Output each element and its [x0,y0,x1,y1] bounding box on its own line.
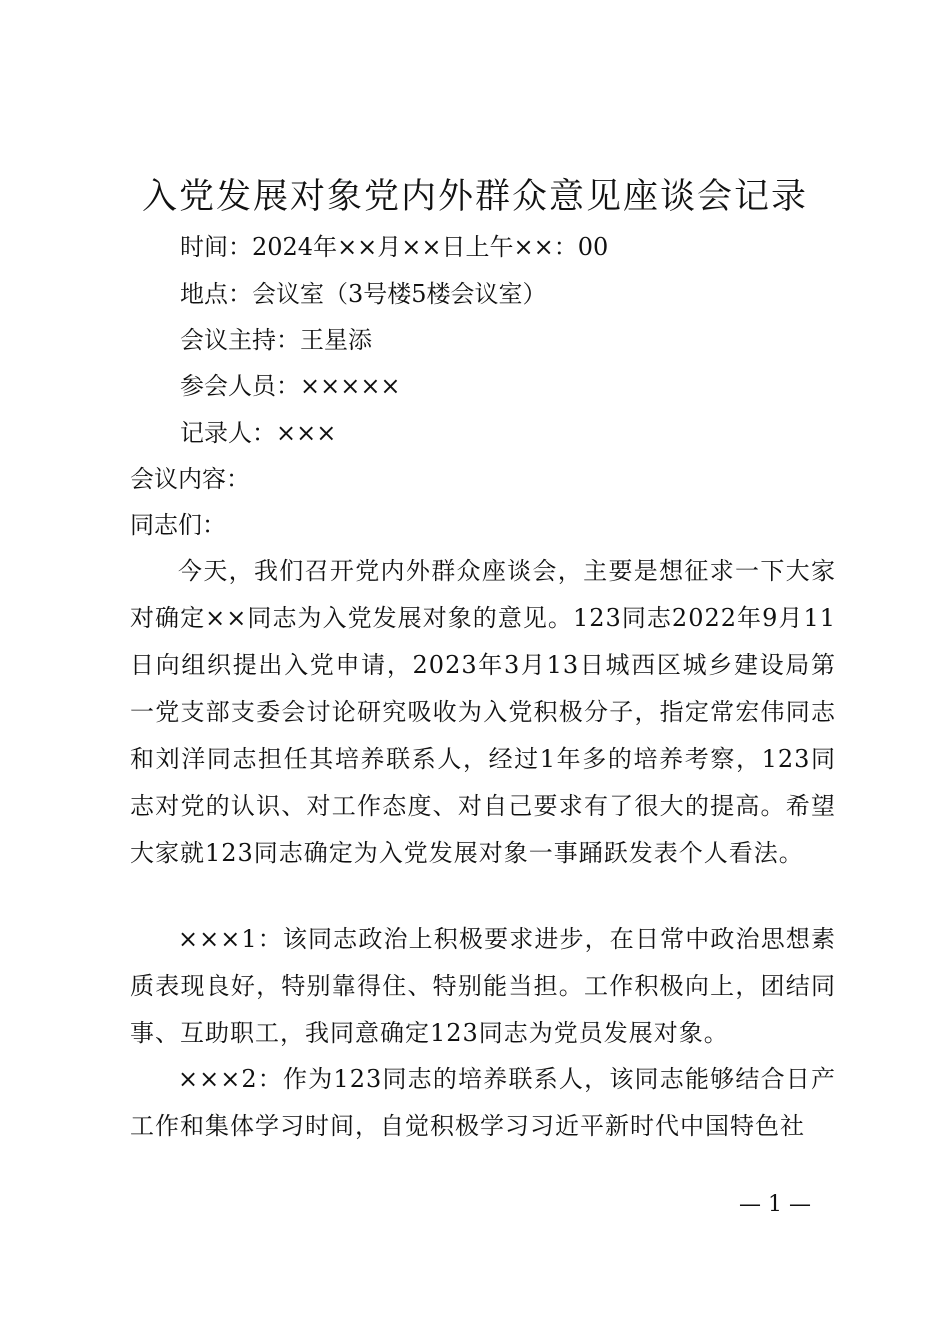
paragraph-speaker-1: ×××1：该同志政治上积极要求进步，在日常中政治思想素质表现良好，特别靠得住、特别能当担。工作积极向上，团结同事、互助职工，我同意确定123同志为党员发展对象。 [130,925,836,1047]
meeting-time: 时间：2024年××月××日上午××：00 [180,233,609,261]
paragraph-speaker-2: ×××2：作为123同志的培养联系人，该同志能够结合日产工作和集体学习时间，自觉积极学习习近平新时代中国特色社 [130,1065,836,1140]
document-title: 入党发展对象党内外群众意见座谈会记录 [141,177,808,217]
meeting-location: 地点：会议室（3号楼5楼会议室） [180,280,547,308]
salutation: 同志们： [130,511,226,539]
paragraph-opening: 今天，我们召开党内外群众座谈会，主要是想征求一下大家对确定××同志为入党发展对象的意见。123同志2022年9月11日向组织提出入党申请，2023年3月13日城西区城乡建设局第一党支部支委会讨论研究吸收为入党积极分子，指定常宏伟同志和刘洋同志担任其培养联系人，经过1年多的培养考察，123同志对党的认识、对工作态度、对自己要求有了很大的提高。希望大家就123同志确定为入党发展对象一事踊跃发表个人看法。 [130,557,836,867]
content-label: 会议内容： [130,465,250,493]
meeting-host: 会议主持：王星添 [180,326,372,354]
meeting-recorder: 记录人：××× [180,419,337,447]
meeting-attendees: 参会人员：××××× [180,372,401,400]
page-number: — 1 — [739,1192,811,1217]
